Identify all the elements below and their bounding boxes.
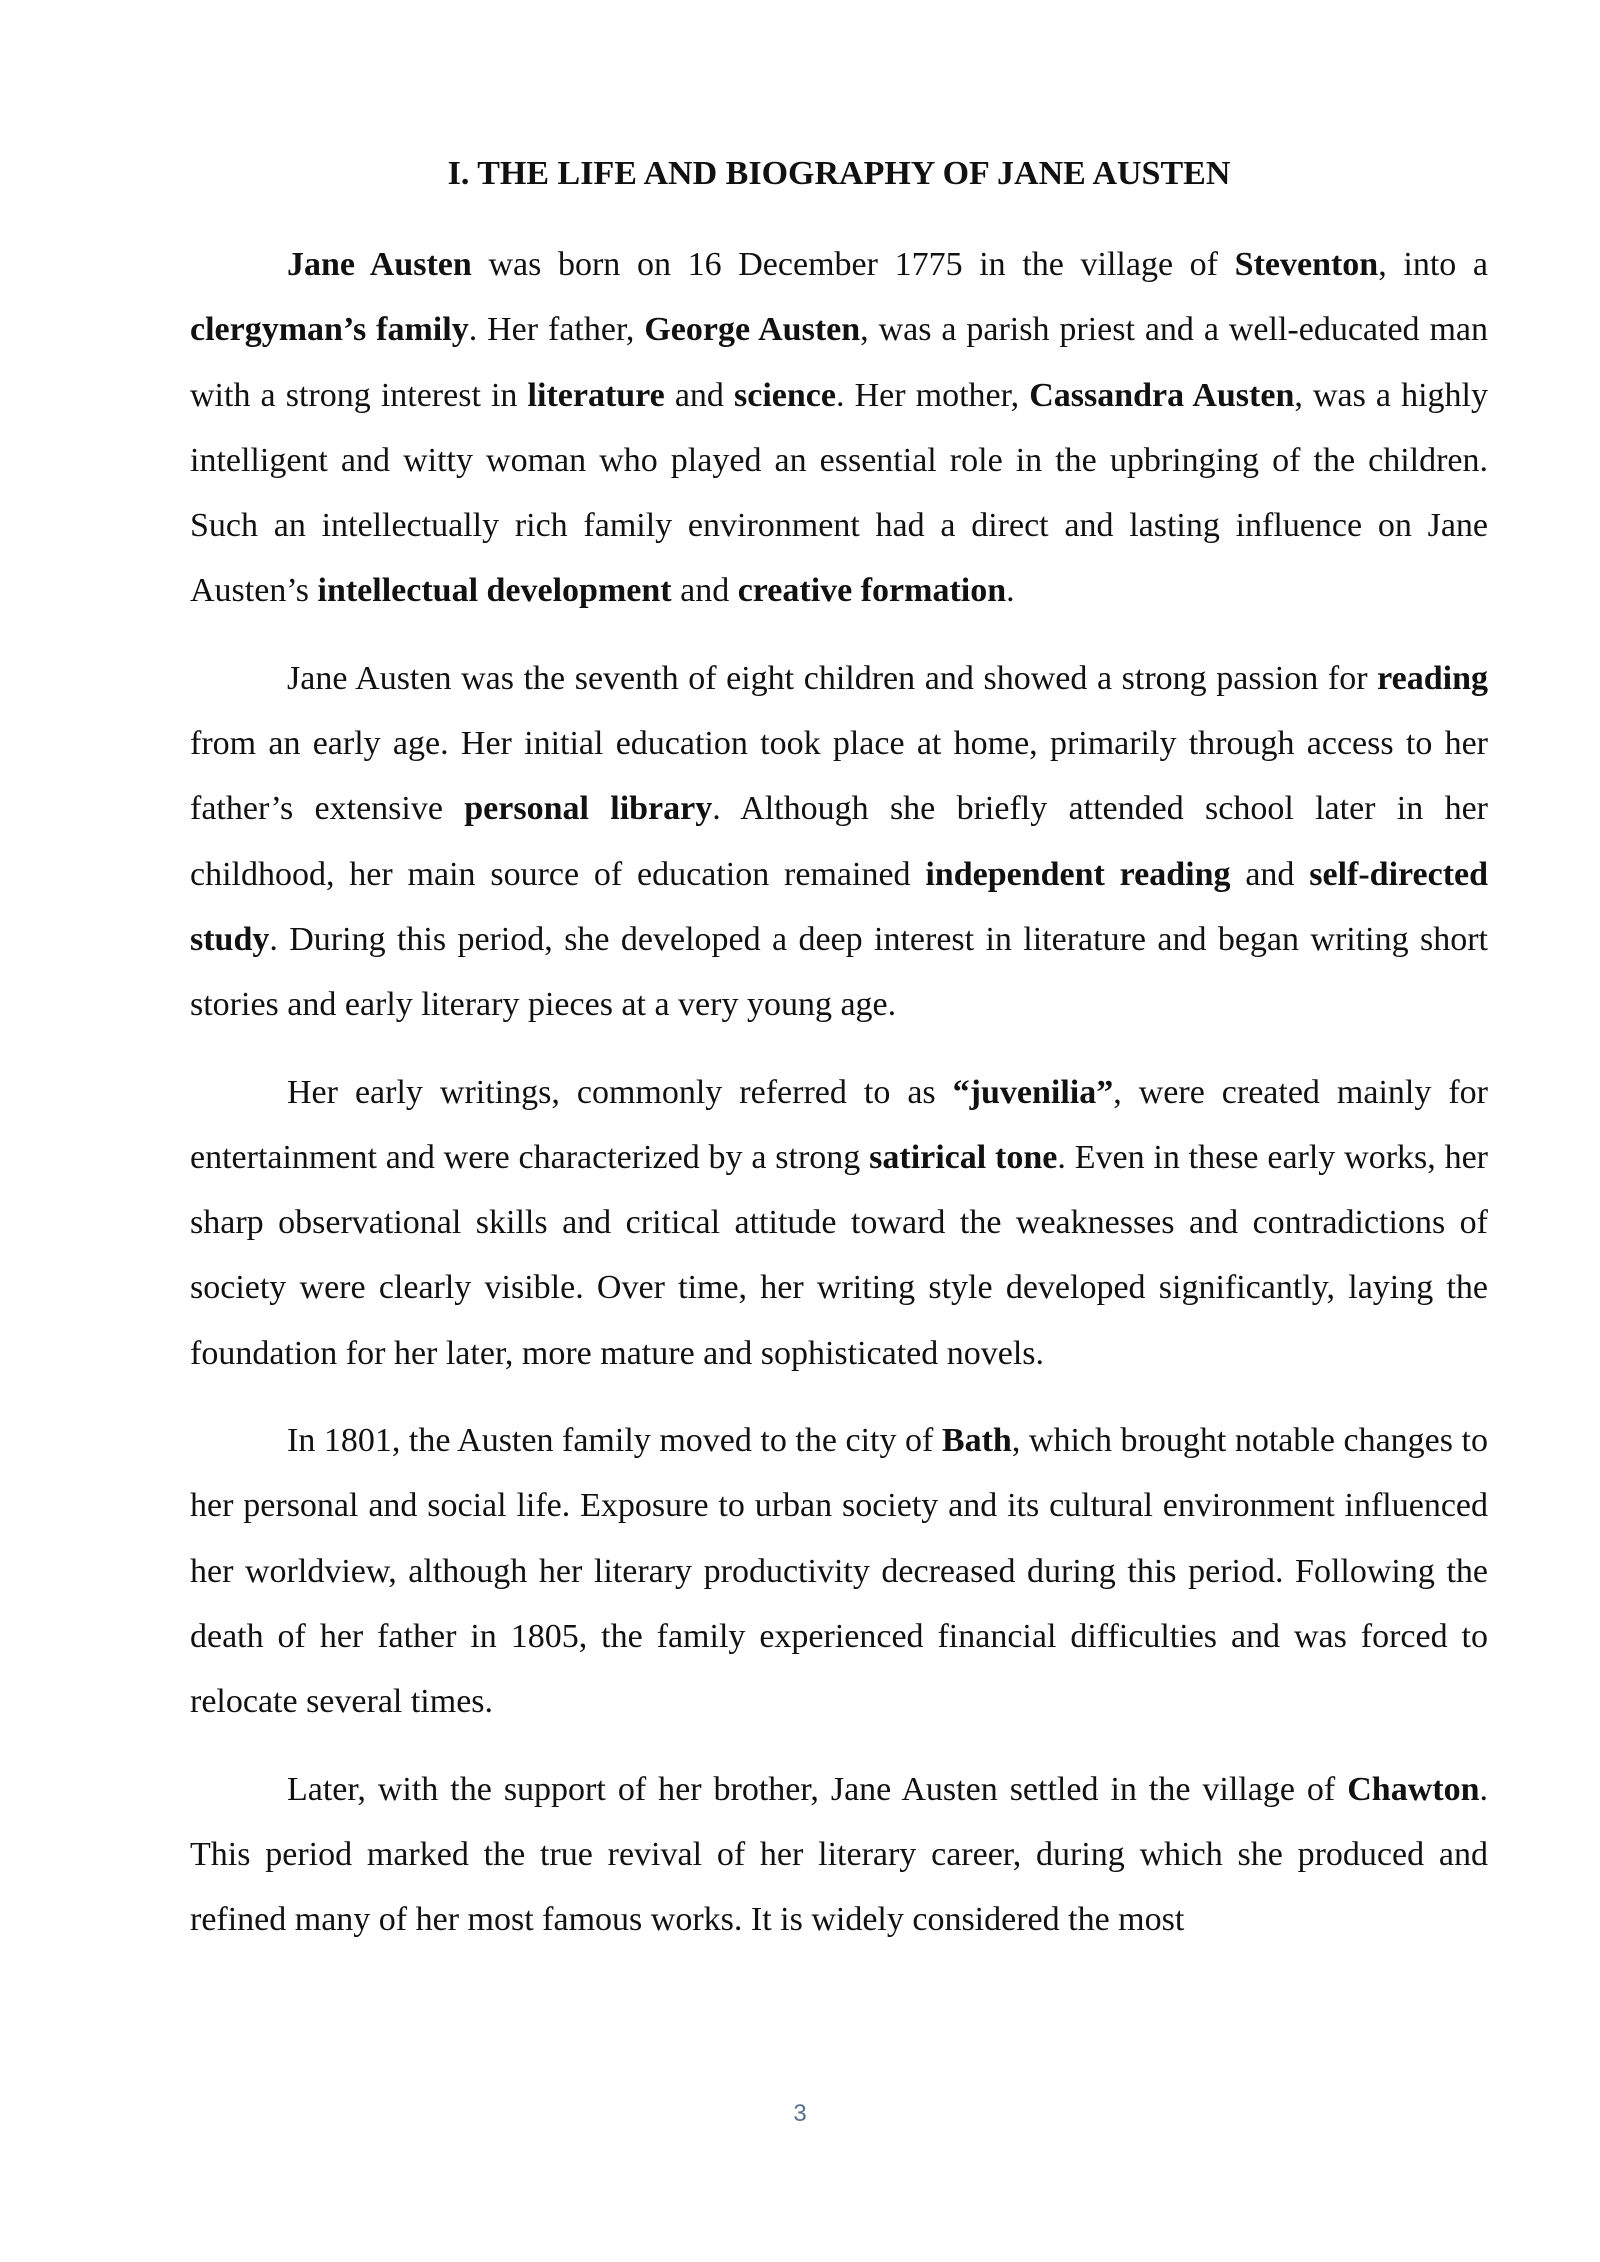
paragraph bbox=[190, 1757, 1488, 1953]
text-run: , into a bbox=[1378, 246, 1489, 283]
section-heading: I. THE LIFE AND BIOGRAPHY OF JANE AUSTEN bbox=[447, 155, 1231, 192]
emphasized-text: Steventon bbox=[1234, 246, 1379, 283]
emphasized-text: self-directed study bbox=[190, 855, 1489, 958]
text-run: In 1801, the Austen family moved to the city of bbox=[287, 1422, 942, 1460]
emphasized-text: creative formation bbox=[737, 572, 1007, 610]
text-run: . Her mother, bbox=[835, 376, 1030, 414]
text-run: , was a parish priest and a well-educated man with a strong interest in bbox=[190, 311, 1488, 414]
text-run: . bbox=[1006, 572, 1015, 610]
emphasized-text: science bbox=[734, 376, 836, 414]
paragraph bbox=[190, 232, 1488, 624]
body-text bbox=[190, 232, 1488, 1974]
paragraph bbox=[190, 1408, 1488, 1734]
page-number: 3 bbox=[793, 2100, 807, 2127]
emphasized-text: independent reading bbox=[925, 855, 1231, 893]
emphasized-text: clergyman’s family bbox=[190, 311, 469, 349]
text-run: . During this period, she developed a deep interest in literature and began writing short stories and early literary pieces at a very young age. bbox=[190, 920, 1488, 1024]
text-run: . Even in these early works, her sharp observational skills and critical attitude toward the weaknesses and contradictions of society were clearly visible. Over time, her writing style developed significantly, laying the foundation for her later, more mature and sophisticated novels. bbox=[190, 1138, 1488, 1372]
text-run: . Although she briefly attended school later in her childhood, her main source of education remained bbox=[190, 790, 1488, 893]
emphasized-text: Chawton bbox=[1347, 1770, 1480, 1808]
emphasized-text: Cassandra Austen bbox=[1029, 376, 1295, 414]
emphasized-text: satirical tone bbox=[869, 1138, 1058, 1176]
emphasized-text: intellectual development bbox=[317, 572, 672, 610]
emphasized-text: personal library bbox=[464, 790, 713, 828]
text-run: , which brought notable changes to her personal and social life. Exposure to urban society and its cultural environment influenced her worldview, although her literary productivity decreased during this period. Following the death of her father in 1805, the family experienced financial difficulties and was forced to relocate several times. bbox=[190, 1422, 1488, 1721]
emphasized-text: Jane Austen bbox=[287, 246, 472, 283]
paragraph bbox=[190, 1060, 1488, 1386]
emphasized-text: George Austen bbox=[644, 311, 861, 349]
emphasized-text: reading bbox=[1377, 659, 1488, 697]
paragraph bbox=[190, 646, 1488, 1038]
text-run: and bbox=[671, 572, 738, 610]
text-run: Jane Austen was the seventh of eight children and showed a strong passion for bbox=[287, 659, 1378, 697]
emphasized-text: literature bbox=[527, 376, 665, 414]
text-run: . This period marked the true revival of her literary career, during which she produced and refined many of her most famous works. It is widely considered the most bbox=[190, 1770, 1488, 1939]
text-run: Later, with the support of her brother, Jane Austen settled in the village of bbox=[287, 1770, 1348, 1808]
text-run: . Her father, bbox=[468, 311, 645, 349]
text-run: was born on 16 December 1775 in the village of bbox=[471, 246, 1235, 283]
text-run: Her early writings, commonly referred to as bbox=[287, 1073, 953, 1111]
emphasized-text: Bath bbox=[941, 1422, 1012, 1460]
text-run: and bbox=[664, 376, 735, 414]
emphasized-text: “juvenilia” bbox=[952, 1073, 1114, 1111]
text-run: , were created mainly for entertainment and were characterized by a strong bbox=[190, 1073, 1489, 1176]
text-run: , was a highly intelligent and witty woman who played an essential role in the upbringing of the children. Such an intellectually rich family environment had a direct and lasting influence on Jane Austen’s bbox=[190, 376, 1489, 610]
text-run: from an early age. Her initial education took place at home, primarily through access to her father’s extensive bbox=[190, 725, 1488, 828]
text-run: and bbox=[1230, 855, 1310, 893]
